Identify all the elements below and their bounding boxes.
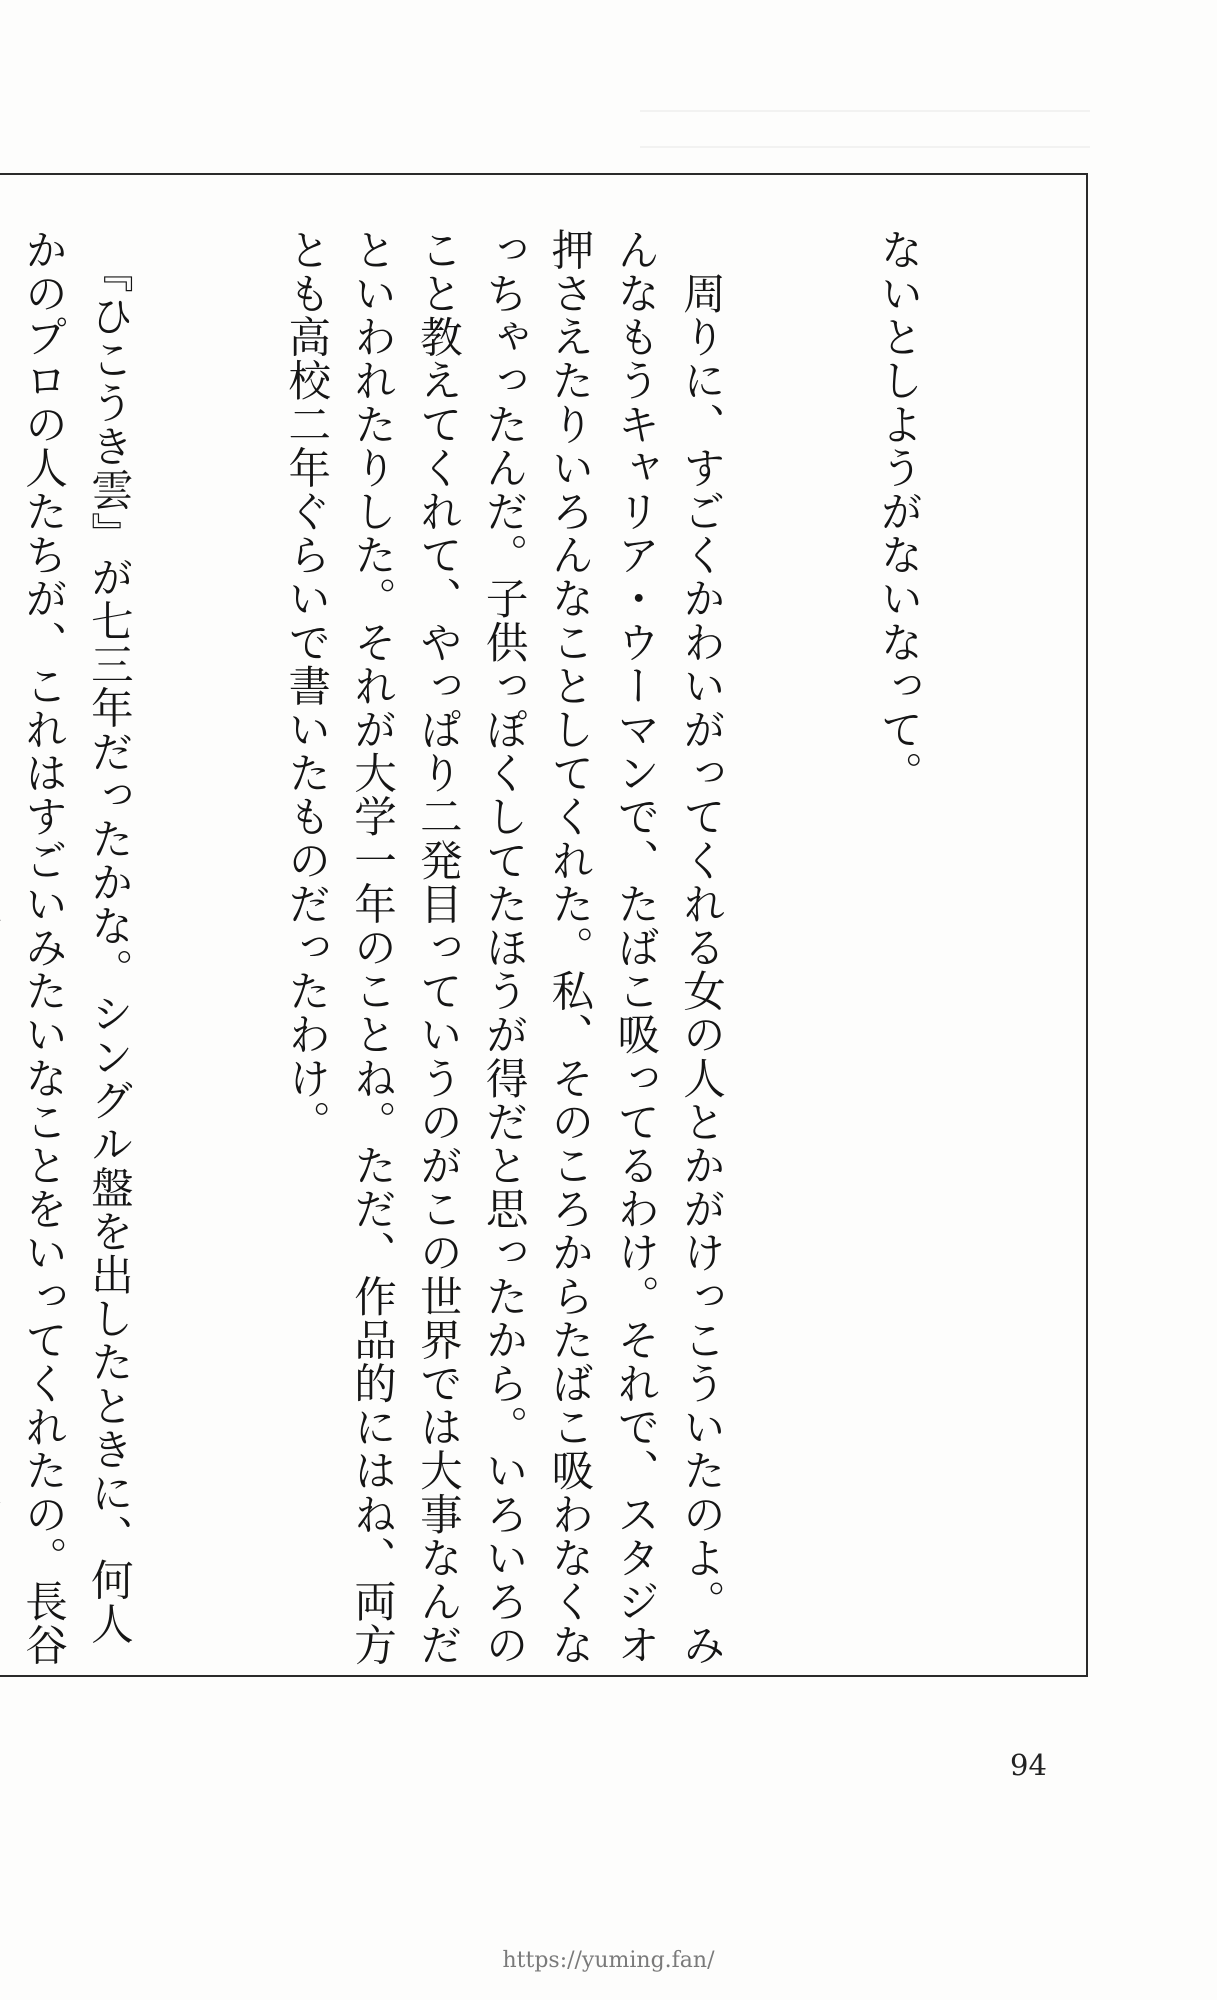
page-number: 94 — [1010, 1748, 1047, 1782]
header-bleed-through — [640, 110, 1090, 148]
paragraph-2: 周りに、すごくかわいがってくれる女の人とかがけっこういたのよ。みんなもうキャリア・ウーマンで、たばこ吸ってるわけ。それで、スタジオ押さえたりいろんなことしてくれた。私、そのころからたばこ吸わなくなっちゃったんだ。子供っぽくしてたほうが得だと思ったから。いろいろのこと教えてくれて、やっぱり二発目っていうのがこの世界では大事なんだといわれたりした。それが大学一年のことね。ただ、作品的にはね、両方とも高校二年ぐらいで書いたものだったわけ。 — [281, 228, 726, 1667]
paragraph-1: ないとしようがないなって。 — [873, 228, 923, 795]
body-text — [0, 228, 1062, 1668]
watermark-url: https://yuming.fan/ — [502, 1948, 715, 1973]
paragraph-3: 『ひこうき雲』が七三年だったかな。シングル盤を出したときに、何人かのプロの人たちが、これはすごいみたいなことをいってくれたの。長谷 — [18, 228, 133, 1667]
